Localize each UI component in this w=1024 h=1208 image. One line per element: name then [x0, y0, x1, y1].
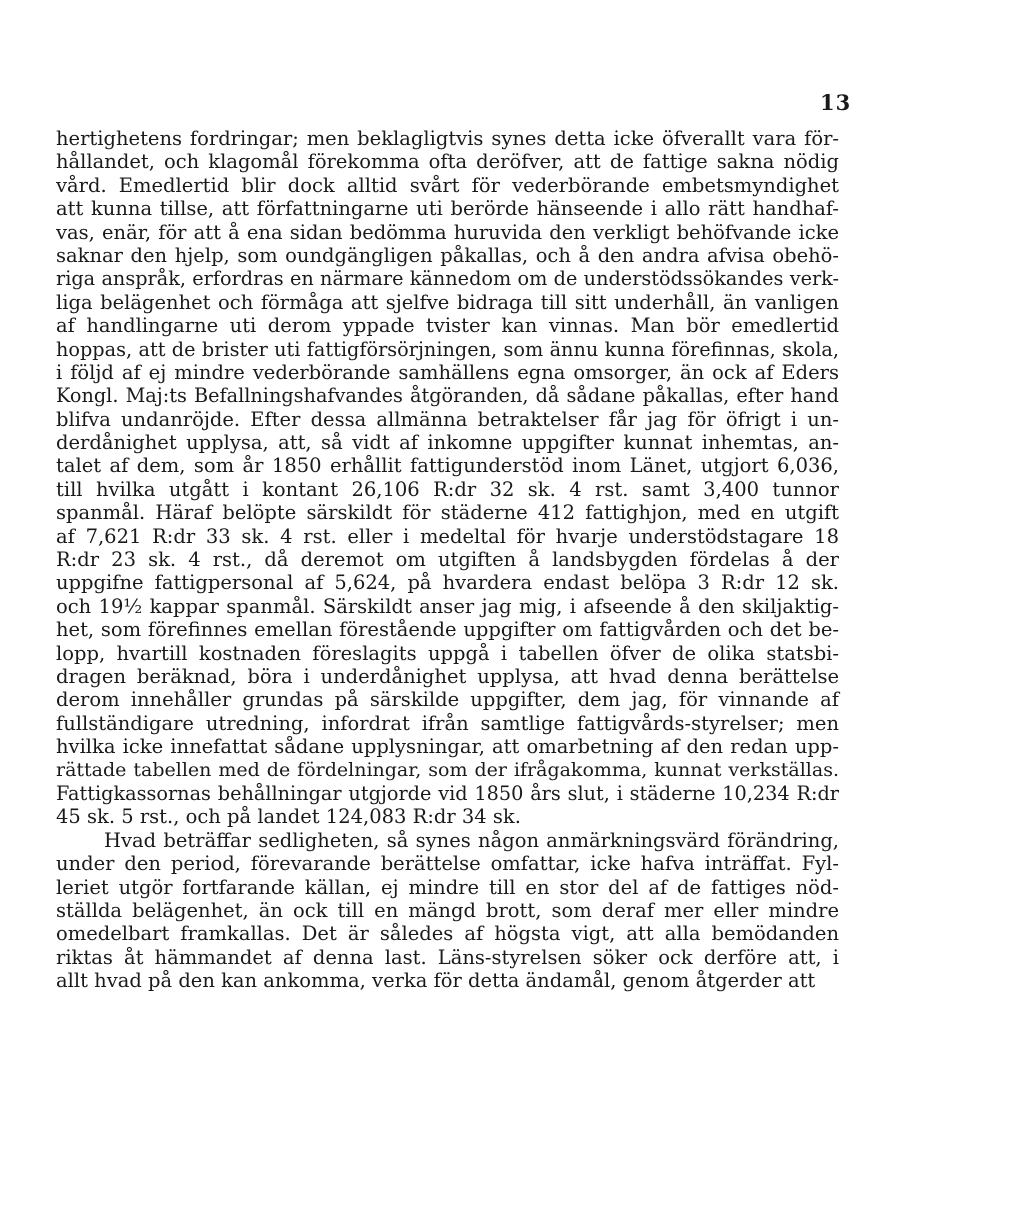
text-line: att kunna tillse, att författningarne uti berörde hänseende i allo rätt handhaf- [56, 197, 839, 221]
text-line: riktas åt hämmandet af denna last. Läns-styrelsen söker ock derföre att, i [56, 945, 839, 969]
text-line: talet af dem, som år 1850 erhållit fattigunderstöd inom Länet, utgjort 6,036, [56, 454, 839, 478]
text-line: R:dr 23 sk. 4 rst., då deremot om utgiften å landsbygden fördelas å der [56, 548, 839, 572]
text-line: lopp, hvartill kostnaden föreslagits uppgå i tabellen öfver de olika statsbi- [56, 641, 839, 665]
text-line: derom innehåller grundas på särskilde uppgifter, dem jag, för vinnande af [56, 688, 839, 712]
text-line: allt hvad på den kan ankomma, verka för detta ändamål, genom åtgerder att [56, 969, 816, 993]
text-line: Hvad beträffar sedligheten, så synes någon anmärkningsvärd förändring, [104, 828, 839, 852]
text-line: och 19½ kappar spanmål. Särskildt anser jag mig, i afseende å den skiljaktig- [56, 594, 839, 618]
text-line: vas, enär, för att å ena sidan bedömma huruvida den verkligt behöfvande icke [56, 220, 839, 244]
text-line: i följd af ej mindre vederbörande samhällens egna omsorger, än ock af Eders [56, 360, 839, 384]
text-line: riga anspråk, erfordras en närmare kännedom om de understödssökandes verk- [56, 267, 839, 291]
text-line: hvilka icke innefattat sådane upplysningar, att omarbetning af den redan upp- [56, 735, 839, 759]
page-number: 13 [820, 90, 852, 115]
text-line: vård. Emedlertid blir dock alltid svårt för vederbörande embetsmyndighet [56, 173, 839, 197]
text-line: af 7,621 R:dr 33 sk. 4 rst. eller i medeltal för hvarje understödstagare 18 [56, 524, 839, 548]
text-line: uppgifne fattigpersonal af 5,624, på hvardera endast belöpa 3 R:dr 12 sk. [56, 571, 839, 595]
text-line: under den period, förevarande berättelse omfattar, icke hafva inträffat. Fyl- [56, 852, 839, 876]
text-line: hertighetens fordringar; men beklagligtvis synes detta icke öfverallt vara för- [56, 127, 839, 150]
text-line: liga belägenhet och förmåga att sjelfve bidraga till sitt underhåll, än vanligen [56, 290, 839, 314]
text-line: het, som förefinnes emellan förestående uppgifter om fattigvården och det be- [56, 618, 839, 642]
text-line: ställda belägenhet, än ock till en mängd brott, som deraf mer eller mindre [56, 898, 839, 922]
text-line: fullständigare utredning, infordrat ifrån samtlige fattigvårds-styrelser; men [56, 711, 839, 735]
text-line: hållandet, och klagomål förekomma ofta deröfver, att de fattige sakna nödig [56, 150, 839, 174]
text-line: saknar den hjelp, som oundgängligen påkallas, och å den andra afvisa obehö- [56, 243, 839, 267]
text-line: leriet utgör fortfarande källan, ej mindre till en stor del af de fattiges nöd- [56, 875, 839, 899]
text-line: dragen beräknad, böra i underdånighet upplysa, att hvad denna berättelse [56, 664, 839, 688]
text-line: rättade tabellen med de fördelningar, som der ifrågakomma, kunnat verkställas. [56, 758, 839, 781]
text-line: Kongl. Maj:ts Befallningshafvandes åtgöranden, då sådane påkallas, efter hand [56, 384, 839, 408]
text-line: 45 sk. 5 rst., och på landet 124,083 R:dr 34 sk. [56, 805, 521, 829]
body-text [56, 127, 839, 992]
text-line: af handlingarne uti derom yppade tvister kan vinnas. Man bör emedlertid [56, 314, 839, 338]
text-line: Fattigkassornas behållningar utgjorde vid 1850 års slut, i städerne 10,234 R:dr [56, 781, 839, 805]
text-line: till hvilka utgått i kontant 26,106 R:dr 32 sk. 4 rst. samt 3,400 tunnor [56, 477, 839, 501]
text-line: blifva undanröjde. Efter dessa allmänna betraktelser får jag för öfrigt i un- [56, 407, 839, 431]
text-line: spanmål. Häraf belöpte särskildt för städerne 412 fattighjon, med en utgift [56, 501, 839, 525]
text-line: omedelbart framkallas. Det är således af högsta vigt, att alla bemödanden [56, 922, 839, 946]
text-line: derdånighet upplysa, att, så vidt af inkomne uppgifter kunnat inhemtas, an- [56, 431, 839, 455]
text-line: hoppas, att de brister uti fattigförsörjningen, som ännu kunna förefinnas, skola, [56, 337, 839, 361]
